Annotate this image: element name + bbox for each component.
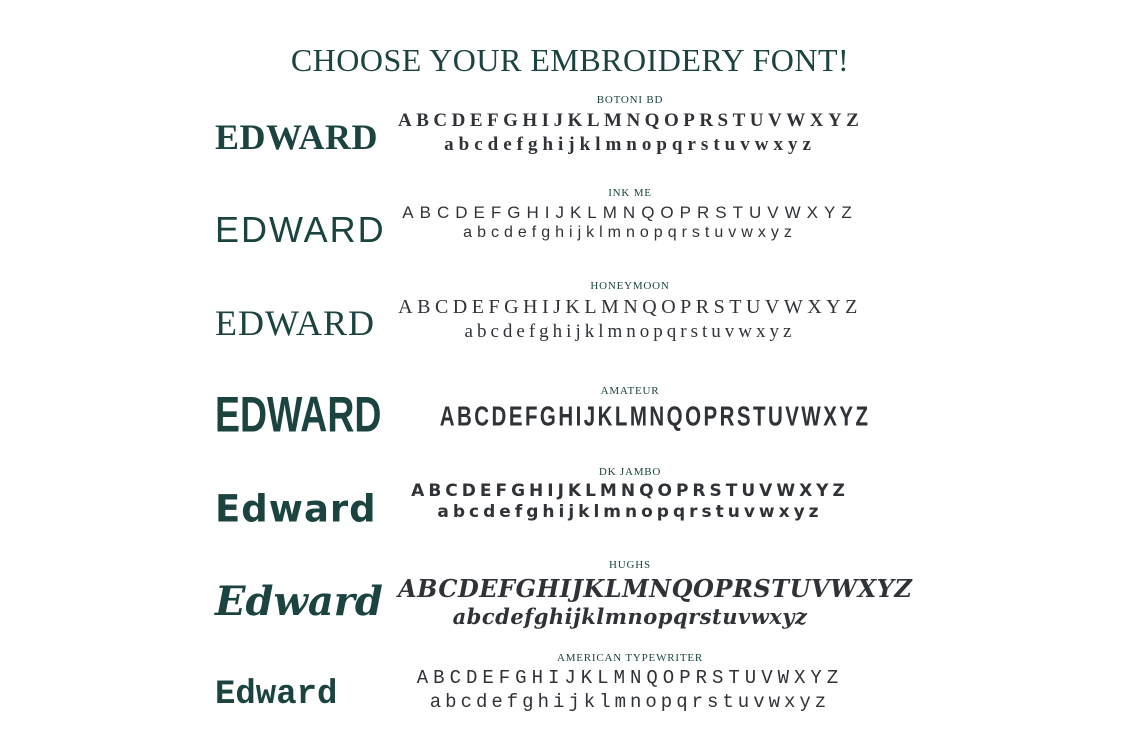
font-sample: EDWARD <box>215 302 375 343</box>
font-sample: EDWARD <box>215 387 382 443</box>
uppercase-alphabet: ABCDEFGHIJKLMNQOPRSTUVWXYZ <box>398 110 864 131</box>
font-name-label: DK JAMBO <box>598 466 662 478</box>
font-row-american-typewriter <box>0 648 1140 741</box>
uppercase-alphabet: ABCDEFGHIJKLMNQOPRSTUVWXYZ <box>398 574 913 603</box>
lowercase-alphabet: abcdefghijklmnopqrstuvwxyz <box>452 604 808 629</box>
uppercase-alphabet: ABCDEFGHIJKLMNQOPRSTUVWXYZ <box>411 481 849 501</box>
font-rows <box>0 90 1140 741</box>
lowercase-alphabet: abcdefghijklmnopqrstuvwxyz <box>437 502 823 523</box>
page-title: CHOOSE YOUR EMBROIDERY FONT! <box>290 42 850 78</box>
font-name-label: AMERICAN TYPEWRITER <box>556 652 704 664</box>
font-row-hughs <box>0 555 1140 648</box>
alphabet-block <box>398 559 913 630</box>
font-row-amateur <box>0 369 1140 462</box>
alphabet-block <box>398 187 862 243</box>
alphabet-block <box>398 652 862 715</box>
font-name-label: HUGHS <box>609 559 651 571</box>
alphabet-block <box>398 385 871 432</box>
alphabet-block <box>398 280 862 344</box>
font-name-label: BOTONI BD <box>596 94 664 106</box>
font-sample: Edward <box>215 487 377 530</box>
uppercase-alphabet: ABCDEFGHIJKLMNQOPRSTUVWXYZ <box>416 667 844 689</box>
uppercase-alphabet: ABCDEFGHIJKLMNQOPRSTUVWXYZ <box>398 296 862 318</box>
lowercase-alphabet: abcdefghijklmnopqrstuvwxyz <box>464 321 796 342</box>
alphabet-block <box>398 94 862 157</box>
font-row-honeymoon <box>0 276 1140 369</box>
font-name-label: AMATEUR <box>600 385 660 397</box>
uppercase-alphabet: ABCDEFGHIJKLMNQOPRSTUVWXYZ <box>402 203 858 222</box>
font-row-ink-me <box>0 183 1140 276</box>
font-sample: EDWARD <box>215 116 379 157</box>
uppercase-alphabet: ABCDEFGHIJKLMNQOPRSTUVWXYZ <box>439 401 871 432</box>
font-row-dk-jambo <box>0 462 1140 555</box>
font-sample: Edward <box>215 577 383 625</box>
font-row-botoni-bd <box>0 90 1140 183</box>
font-name-label: INK ME <box>608 187 652 199</box>
font-sample: EDWARD <box>215 208 386 250</box>
lowercase-alphabet: abcdefghijklmnopqrstuvwxyz <box>444 133 816 155</box>
font-name-label: HONEYMOON <box>590 280 670 292</box>
lowercase-alphabet: abcdefghijklmnopqrstuvwxyz <box>463 224 797 242</box>
lowercase-alphabet: abcdefghijklmnopqrstuvwxyz <box>429 690 831 713</box>
alphabet-block <box>398 466 862 524</box>
font-sample: Edward <box>215 675 338 714</box>
